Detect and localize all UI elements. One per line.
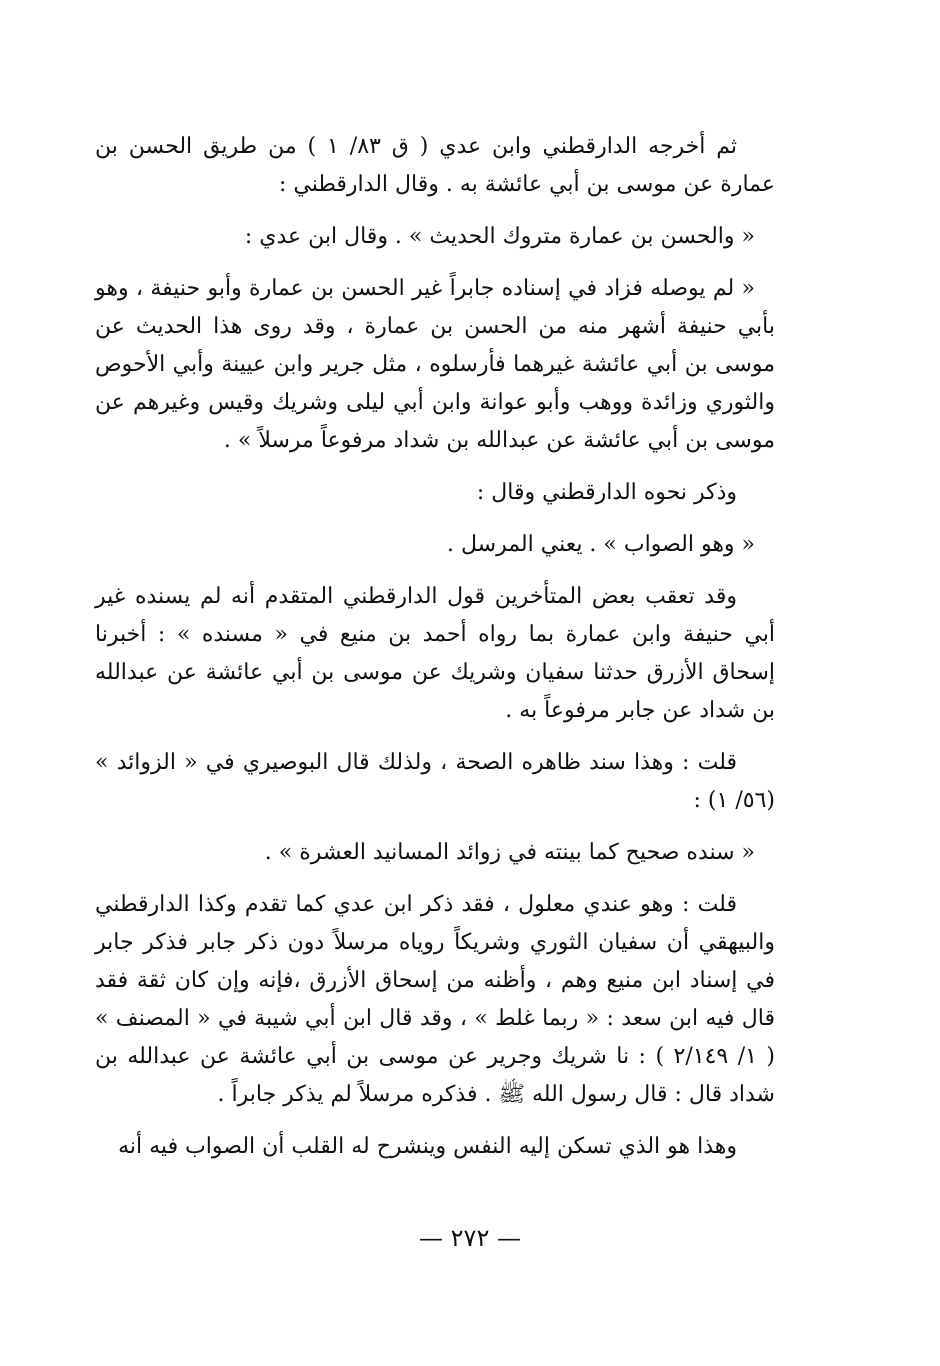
paragraph-3-ibn-adi-quote: « لم يوصله فزاد في إسناده جابراً غير الحسن بن عمارة وأبو حنيفة ، وهو بأبي حنيفة أشهر منه من الحسن بن عمارة ، وقد روى هذا الحديث عن موسى بن أبي عائشة غيرهما فأرسلوه ، مثل جرير وابن عيينة وأبي الأحوص والثوري وزائدة ووهب وأبو عوانة وابن أبي ليلى وشريك وقيس وغيرهم عن موسى بن أبي عائشة عن عبدالله بن شداد مرفوعاً مرسلاً » . (95, 276, 775, 453)
paragraph-5-quote: « وهو الصواب » . يعني المرسل . (446, 532, 755, 557)
paragraph-1: ثم أخرجه الدارقطني وابن عدي ( ق ٨٣/ ١ ) من طريق الحسن بن عمارة عن موسى بن أبي عائشة به . وقال الدارقطني : (95, 134, 775, 197)
page-number: — ٢٧٢ — (419, 1224, 521, 1252)
paragraph-6: وقد تعقب بعض المتأخرين قول الدارقطني المتقدم أنه لم يسنده غير أبي حنيفة وابن عمارة بما رواه أحمد بن منيع في « مسنده » : أخبرنا إسحاق الأزرق حدثنا سفيان وشريك عن موسى بن أبي عائشة عن عبدالله بن شداد عن جابر مرفوعاً به . (95, 584, 775, 723)
paragraph-8-quote: « سنده صحيح كما بينته في زوائد المسانيد العشرة » . (264, 840, 755, 865)
body-text (95, 128, 775, 1180)
paragraph-9: قلت : وهو عندي معلول ، فقد ذكر ابن عدي كما تقدم وكذا الدارقطني والبيهقي أن سفيان الثوري وشريكاً روياه مرسلاً دون ذكر جابر فذكر جابر في إسناد ابن منيع وهم ، وأظنه من إسحاق الأزرق ،فإنه وإن كان ثقة فقد قال فيه ابن سعد : « ربما غلط » ، وقد قال ابن أبي شيبة في « المصنف » ( ١/ ٢/١٤٩ ) : نا شريك وجرير عن موسى بن أبي عائشة عن عبدالله بن شداد قال : قال رسول الله ﷺ . فذكره مرسلاً لم يذكر جابراً . (95, 892, 776, 1107)
paragraph-7: قلت : وهذا سند ظاهره الصحة ، ولذلك قال البوصيري في « الزوائد » (٥٦/ ١) : (95, 750, 775, 813)
paragraph-4: وذكر نحوه الدارقطني وقال : (476, 480, 737, 505)
paragraph-10: وهذا هو الذي تسكن إليه النفس وينشرح له القلب أن الصواب فيه أنه (118, 1134, 737, 1159)
paragraph-2-daraqutni-quote: « والحسن بن عمارة متروك الحديث » . وقال ابن عدي : (244, 224, 755, 249)
